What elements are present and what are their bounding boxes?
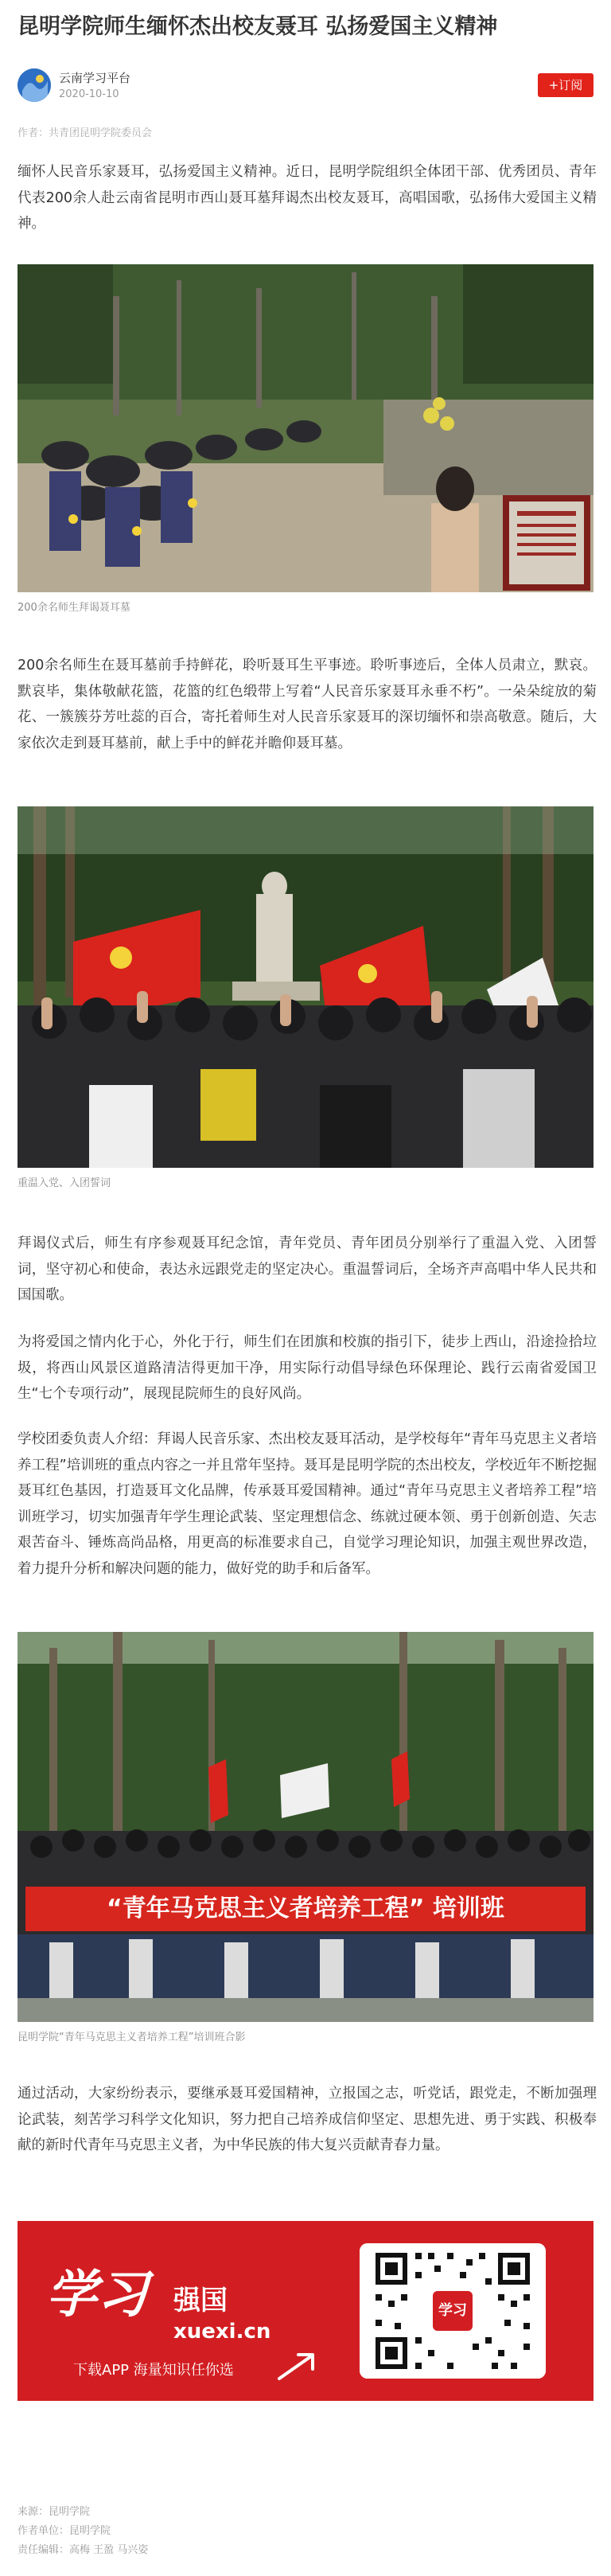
article-author: 作者：共青团昆明学院委员会 [18, 127, 153, 139]
photo-caption-3: 昆明学院“青年马克思主义者培养工程”培训班合影 [18, 2032, 246, 2043]
paragraph-4: 为将爱国之情内化于心，外化于行，师生们在团旗和校旗的指引下，徒步上西山，沿途捡拾垃圾，将西山风景区道路清洁得更加干净，用实际行动倡导绿色环保理论、践行云南省爱国卫生“七个专项行动”，展现昆院师生的良好风尚。 [18, 1334, 597, 1402]
qr-stamp-text: 学习 [438, 2302, 467, 2319]
publish-date: 2020-10-10 [59, 88, 119, 100]
source-name[interactable]: 云南学习平台 [59, 71, 131, 85]
photo-caption-1: 200余名师生拜谒聂耳墓 [18, 602, 130, 614]
ad-domain: xuexi.cn [173, 2320, 271, 2344]
photo-oath [18, 806, 593, 1168]
photo-caption-2: 重温入党、入团誓词 [18, 1177, 111, 1189]
tomb-ceremony-image [18, 264, 593, 592]
paragraph-1: 缅怀人民音乐家聂耳，弘扬爱国主义精神。近日，昆明学院组织全体团干部、优秀团员、青年代表200余人赴云南省昆明市西山聂耳墓拜谒杰出校友聂耳，高唱国歌，弘扬伟大爱国主义精神。 [18, 164, 597, 232]
source-logo-icon [18, 68, 51, 102]
qr-code[interactable] [360, 2243, 546, 2379]
article-title: 昆明学院师生缅怀杰出校友聂耳 弘扬爱国主义精神 [18, 14, 498, 39]
paragraph-3: 拜谒仪式后，师生有序参观聂耳纪念馆，青年党员、青年团员分别举行了重温入党、入团誓词，坚守初心和使命，表达永远跟党走的坚定决心。重温誓词后，全场齐声高唱中华人民共和国国歌。 [18, 1235, 597, 1303]
footer-editor: 责任编辑：高梅 王盈 马兴姿 [18, 2544, 149, 2556]
photo-group [18, 1632, 593, 2022]
training-banner-text: “青年马克思主义者培养工程” 培训班 [107, 1895, 504, 1922]
group-photo-image [18, 1632, 593, 2022]
paragraph-2: 200余名师生在聂耳墓前手持鲜花，聆听聂耳生平事迹。聆听事迹后，全体人员肃立，默哀。默哀毕，集体敬献花篮，花篮的红色缎带上写着“人民音乐家聂耳永垂不朽”。一朵朵绽放的菊花、一簇簇芬芳吐蕊的百合，寄托着师生对人民音乐家聂耳的深切缅怀和崇高敬意。随后，大家依次走到聂耳墓前，献上手中的鲜花并瞻仰聂耳墓。 [18, 658, 597, 751]
arrow-up-right-icon [276, 2350, 321, 2382]
ad-slogan: 下载APP 海量知识任你选 [73, 2362, 234, 2379]
photo-tomb-ceremony [18, 264, 593, 592]
subscribe-button[interactable]: +订阅 [538, 73, 593, 97]
xuexi-ad-banner[interactable] [18, 2221, 593, 2401]
ad-brand: 强国 [173, 2285, 228, 2316]
ad-logo-text: 学习 [46, 2265, 148, 2324]
paragraph-6: 通过活动，大家纷纷表示，要继承聂耳爱国精神，立报国之志，听党话，跟党走，不断加强理论武装，刻苦学习科学文化知识，努力把自己培养成信仰坚定、思想先进、勇于实践、积极奉献的新时代青年马克思主义者，为中华民族的伟大复兴贡献青春力量。 [18, 2086, 597, 2153]
oath-image [18, 806, 593, 1168]
source-avatar[interactable] [18, 68, 51, 102]
source-header [18, 68, 593, 103]
footer-unit: 作者单位：昆明学院 [18, 2525, 111, 2537]
footer-source: 来源：昆明学院 [18, 2506, 91, 2518]
paragraph-5: 学校团委负责人介绍：拜谒人民音乐家、杰出校友聂耳活动，是学校每年“青年马克思主义者培养工程”培训班的重点内容之一并且常年坚持。聂耳是昆明学院的杰出校友，学校近年不断挖掘聂耳红色基因，打造聂耳文化品牌，传承聂耳爱国精神。通过“青年马克思主义者培养工程”培训班学习，切实加强青年学生理论武装、坚定理想信念、练就过硬本领、勇于创新创造、矢志艰苦奋斗、锤炼高尚品格，用更高的标准要求自己，自觉学习理论知识，加强主观世界改造，着力提升分析和解决问题的能力，做好党的助手和后备军。 [18, 1431, 597, 1577]
